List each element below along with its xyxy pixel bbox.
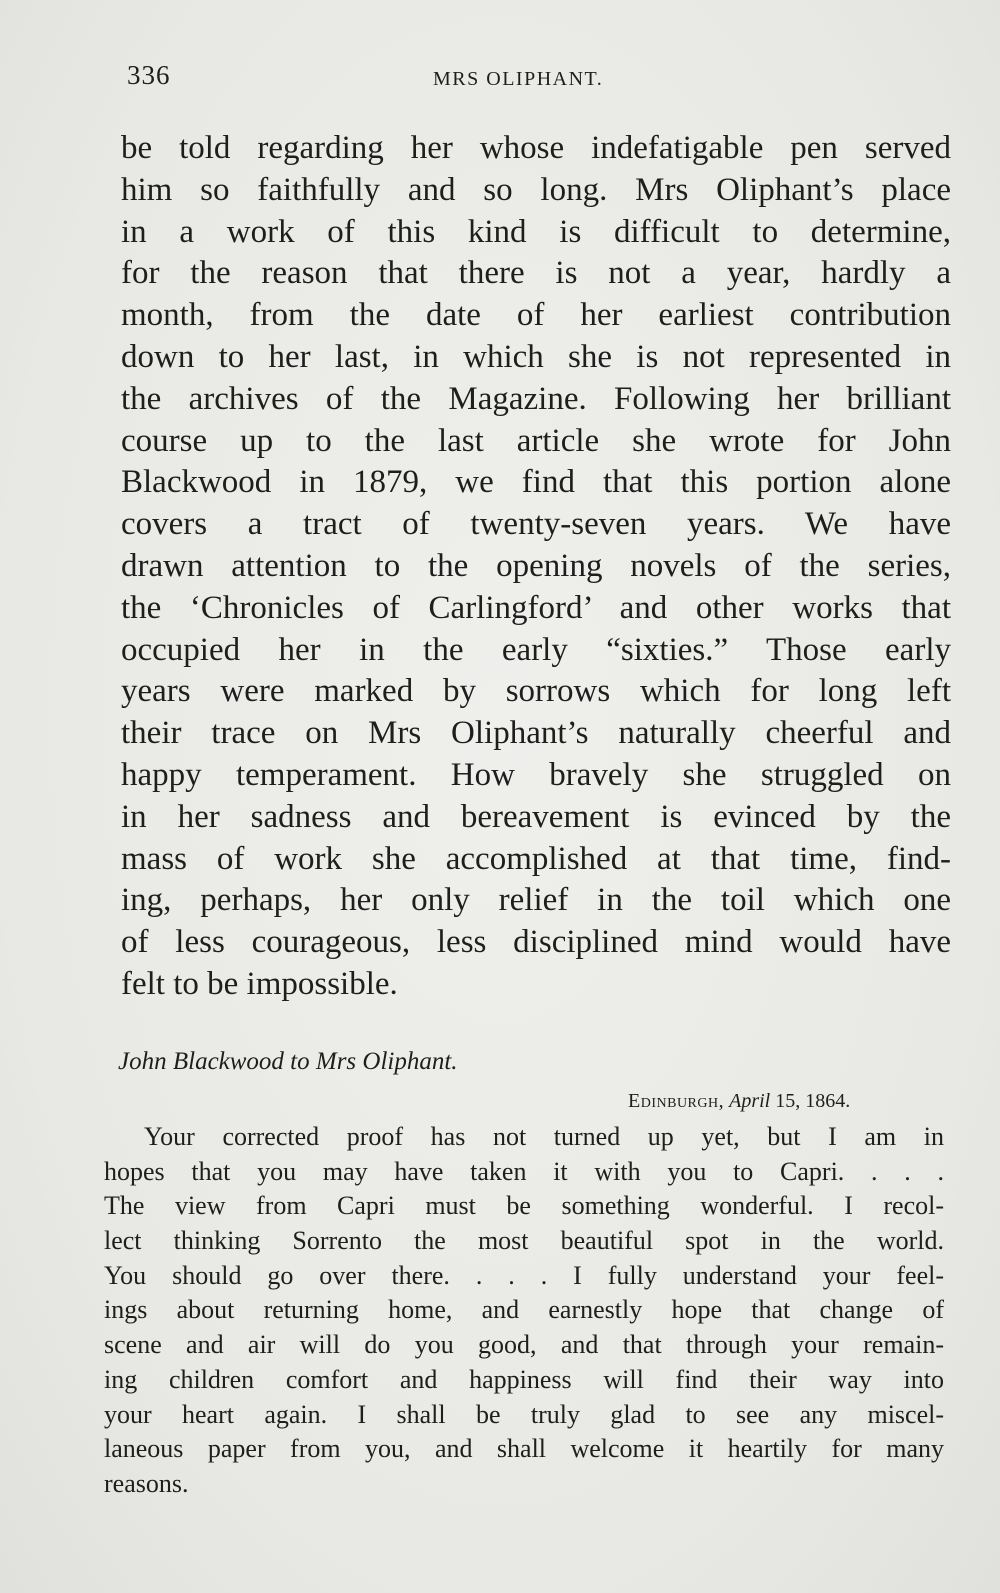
letter-body bbox=[104, 1120, 944, 1502]
body-line: years were marked by sorrows which for long left bbox=[121, 673, 951, 710]
letter-line: You should go over there. . . . I fully understand your feel- bbox=[104, 1260, 944, 1290]
body-line: covers a tract of twenty-seven years. We have bbox=[121, 506, 951, 543]
body-line: course up to the last article she wrote for John bbox=[121, 422, 951, 459]
letter-line: laneous paper from you, and shall welcome it heartily for many bbox=[104, 1434, 944, 1464]
body-line: Blackwood in 1879, we find that this portion alone bbox=[121, 464, 951, 501]
body-line: the archives of the Magazine. Following her brilliant bbox=[121, 380, 951, 417]
body-line: occupied her in the early “sixties.” Those early bbox=[121, 631, 951, 668]
letter-line: ings about returning home, and earnestly hope that change of bbox=[104, 1295, 944, 1325]
running-title: MRS OLIPHANT. bbox=[433, 68, 604, 90]
body-paragraph bbox=[121, 128, 951, 1006]
letter-line: reasons. bbox=[104, 1468, 189, 1498]
letter-line: ing children comfort and happiness will find their way into bbox=[104, 1364, 944, 1394]
body-line: in her sadness and bereavement is evinced by the bbox=[121, 798, 951, 835]
running-head bbox=[127, 60, 947, 100]
page-number: 336 bbox=[127, 60, 171, 90]
body-line: the ‘Chronicles of Carlingford’ and other works that bbox=[121, 589, 951, 626]
body-line: down to her last, in which she is not represented in bbox=[121, 338, 951, 375]
letter-line: hopes that you may have taken it with you to Capri. . . . bbox=[104, 1156, 944, 1186]
body-line: in a work of this kind is difficult to determine, bbox=[121, 213, 951, 250]
body-line: felt to be impossible. bbox=[121, 965, 398, 1002]
letter-line: your heart again. I shall be truly glad to see any miscel- bbox=[104, 1399, 944, 1429]
letter-line: lect thinking Sorrento the most beautiful spot in the world. bbox=[104, 1226, 944, 1256]
letter-line: The view from Capri must be something wonderful. I recol- bbox=[104, 1191, 944, 1221]
letter-line: Your corrected proof has not turned up yet, but I am in bbox=[144, 1122, 944, 1151]
letter-line: scene and air will do you good, and that through your remain- bbox=[104, 1330, 944, 1360]
body-line: their trace on Mrs Oliphant’s naturally cheerful and bbox=[121, 715, 951, 752]
body-line: be told regarding her whose indefatigable pen served bbox=[121, 130, 951, 166]
body-line: ing, perhaps, her only relief in the toil which one bbox=[121, 882, 951, 919]
dateline-city: Edinburgh, bbox=[628, 1090, 725, 1112]
body-line: of less courageous, less disciplined mind would have bbox=[121, 924, 951, 961]
body-line: happy temperament. How bravely she struggled on bbox=[121, 756, 951, 793]
body-line: for the reason that there is not a year, hardly a bbox=[121, 255, 951, 292]
dateline-day-year: 15, 1864. bbox=[775, 1090, 851, 1112]
body-line: drawn attention to the opening novels of the series, bbox=[121, 547, 951, 584]
body-line: month, from the date of her earliest contribution bbox=[121, 297, 951, 334]
body-line: mass of work she accomplished at that time, find- bbox=[121, 840, 951, 877]
letter-heading: John Blackwood to Mrs Oliphant. bbox=[118, 1048, 458, 1075]
body-line: him so faithfully and so long. Mrs Oliphant’s place bbox=[121, 171, 951, 208]
dateline-month: April bbox=[729, 1090, 771, 1112]
letter-dateline bbox=[628, 1090, 850, 1113]
